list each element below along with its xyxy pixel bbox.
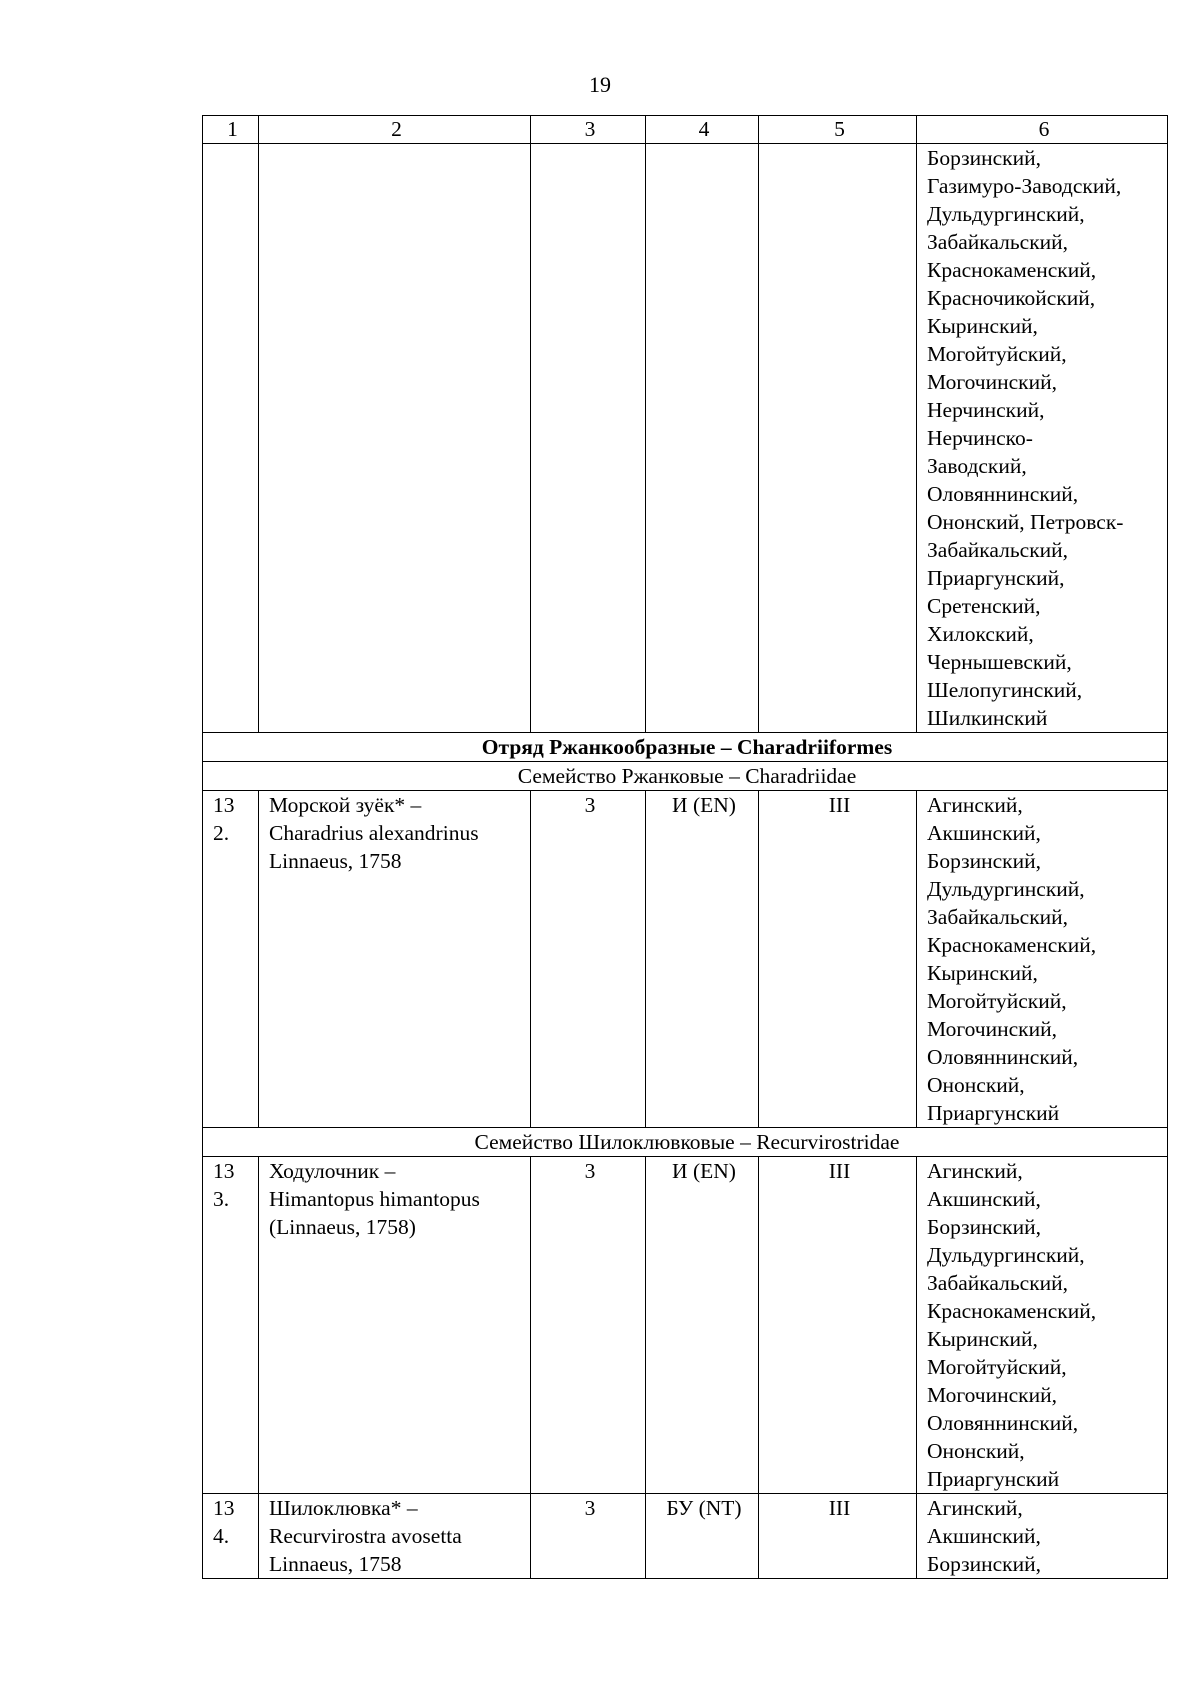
species-number — [203, 1494, 259, 1579]
continuation-col5-cell — [759, 144, 917, 733]
cell-line: Ононский, — [927, 1439, 1025, 1463]
cell-line: Морской зуёк* – — [269, 793, 422, 817]
cell-line: Шелопугинский, — [927, 678, 1083, 702]
cell-line: 3. — [213, 1187, 230, 1211]
species-category: 3 — [531, 1494, 646, 1579]
species-districts — [917, 1494, 1168, 1579]
species-name — [259, 1494, 531, 1579]
species-row-132 — [203, 791, 1168, 1128]
cell-line: 13 — [213, 1496, 235, 1520]
cell-line: Агинский, — [927, 1496, 1023, 1520]
cell-line: Акшинский, — [927, 821, 1041, 845]
cell-line: Кыринский, — [927, 961, 1038, 985]
cell-line: Забайкальский, — [927, 538, 1069, 562]
cell-line: Борзинский, — [927, 1215, 1041, 1239]
species-districts — [917, 791, 1168, 1128]
header-row — [203, 116, 1168, 144]
cell-line: Linnaeus, 1758 — [269, 849, 402, 873]
species-row-134 — [203, 1494, 1168, 1579]
species-status: И (EN) — [646, 1157, 759, 1494]
cell-line: Краснокаменский, — [927, 258, 1097, 282]
cell-line: Приаргунский — [927, 1467, 1060, 1491]
cell-line: Чернышевский, — [927, 650, 1072, 674]
cell-line: 13 — [213, 1159, 235, 1183]
cell-line: Забайкальский, — [927, 230, 1069, 254]
species-number — [203, 791, 259, 1128]
cell-line: Могочинский, — [927, 1383, 1058, 1407]
cell-line: Оловяннинский, — [927, 1411, 1079, 1435]
cell-line: Оловяннинский, — [927, 482, 1079, 506]
species-col5: III — [759, 1157, 917, 1494]
cell-line: Агинский, — [927, 793, 1023, 817]
cell-line: Оловяннинский, — [927, 1045, 1079, 1069]
family-row-charadriidae — [203, 762, 1168, 791]
cell-line: Кыринский, — [927, 1327, 1038, 1351]
cell-line: Приаргунский, — [927, 566, 1065, 590]
species-col5: III — [759, 791, 917, 1128]
cell-line: Ононский, Петровск- — [927, 510, 1124, 534]
cell-line: Борзинский, — [927, 146, 1041, 170]
cell-line: Ононский, — [927, 1073, 1025, 1097]
cell-line: Могочинский, — [927, 370, 1058, 394]
cell-line: Забайкальский, — [927, 1271, 1069, 1295]
cell-line: Дульдургинский, — [927, 1243, 1085, 1267]
cell-line: Дульдургинский, — [927, 877, 1085, 901]
cell-line: Нерчинско- — [927, 426, 1033, 450]
header-col-6: 6 — [917, 116, 1168, 144]
family-title-charadriidae: Семейство Ржанковые – Charadriidae — [203, 762, 1168, 791]
continuation-row — [203, 144, 1168, 733]
header-col-4: 4 — [646, 116, 759, 144]
cell-line: Ходулочник – — [269, 1159, 396, 1183]
species-status: БУ (NT) — [646, 1494, 759, 1579]
cell-line: Краснокаменский, — [927, 1299, 1097, 1323]
cell-line: Акшинский, — [927, 1524, 1041, 1548]
species-number — [203, 1157, 259, 1494]
cell-line: Красночикойский, — [927, 286, 1096, 310]
cell-line: Charadrius alexandrinus — [269, 821, 479, 845]
species-category: 3 — [531, 791, 646, 1128]
family-row-recurvirostridae — [203, 1128, 1168, 1157]
cell-line: 2. — [213, 821, 230, 845]
cell-line: Агинский, — [927, 1159, 1023, 1183]
cell-line: Linnaeus, 1758 — [269, 1552, 402, 1576]
cell-line: Хилокский, — [927, 622, 1034, 646]
cell-line: Могойтуйский, — [927, 342, 1067, 366]
species-districts — [917, 1157, 1168, 1494]
cell-line: Краснокаменский, — [927, 933, 1097, 957]
cell-line: Приаргунский — [927, 1101, 1060, 1125]
continuation-name-cell — [259, 144, 531, 733]
cell-line: Акшинский, — [927, 1187, 1041, 1211]
cell-line: Шилоклювка* – — [269, 1496, 418, 1520]
cell-line: Забайкальский, — [927, 905, 1069, 929]
cell-line: (Linnaeus, 1758) — [269, 1215, 416, 1239]
species-row-133 — [203, 1157, 1168, 1494]
continuation-num-cell — [203, 144, 259, 733]
species-name — [259, 791, 531, 1128]
cell-line: Нерчинский, — [927, 398, 1045, 422]
family-title-recurvirostridae: Семейство Шилоклювковые – Recurvirostridae — [203, 1128, 1168, 1157]
species-table — [202, 115, 1168, 1579]
species-category: 3 — [531, 1157, 646, 1494]
cell-line: 4. — [213, 1524, 230, 1548]
header-col-5: 5 — [759, 116, 917, 144]
cell-line: Сретенский, — [927, 594, 1041, 618]
cell-line: Himantopus himantopus — [269, 1187, 480, 1211]
cell-line: Газимуро-Заводский, — [927, 174, 1122, 198]
cell-line: Борзинский, — [927, 849, 1041, 873]
cell-line: Recurvirostra avosetta — [269, 1524, 462, 1548]
order-title: Отряд Ржанкообразные – Charadriiformes — [203, 733, 1168, 762]
continuation-districts-cell — [917, 144, 1168, 733]
cell-line: Заводский, — [927, 454, 1027, 478]
cell-line: Могойтуйский, — [927, 1355, 1067, 1379]
species-name — [259, 1157, 531, 1494]
continuation-cat-cell — [531, 144, 646, 733]
species-status: И (EN) — [646, 791, 759, 1128]
order-row — [203, 733, 1168, 762]
cell-line: Борзинский, — [927, 1552, 1041, 1576]
cell-line: Могочинский, — [927, 1017, 1058, 1041]
header-col-1: 1 — [203, 116, 259, 144]
continuation-status-cell — [646, 144, 759, 733]
species-col5: III — [759, 1494, 917, 1579]
page-number: 19 — [589, 72, 611, 97]
cell-line: 13 — [213, 793, 235, 817]
header-col-2: 2 — [259, 116, 531, 144]
cell-line: Кыринский, — [927, 314, 1038, 338]
cell-line: Шилкинский — [927, 706, 1048, 730]
header-col-3: 3 — [531, 116, 646, 144]
cell-line: Дульдургинский, — [927, 202, 1085, 226]
cell-line: Могойтуйский, — [927, 989, 1067, 1013]
